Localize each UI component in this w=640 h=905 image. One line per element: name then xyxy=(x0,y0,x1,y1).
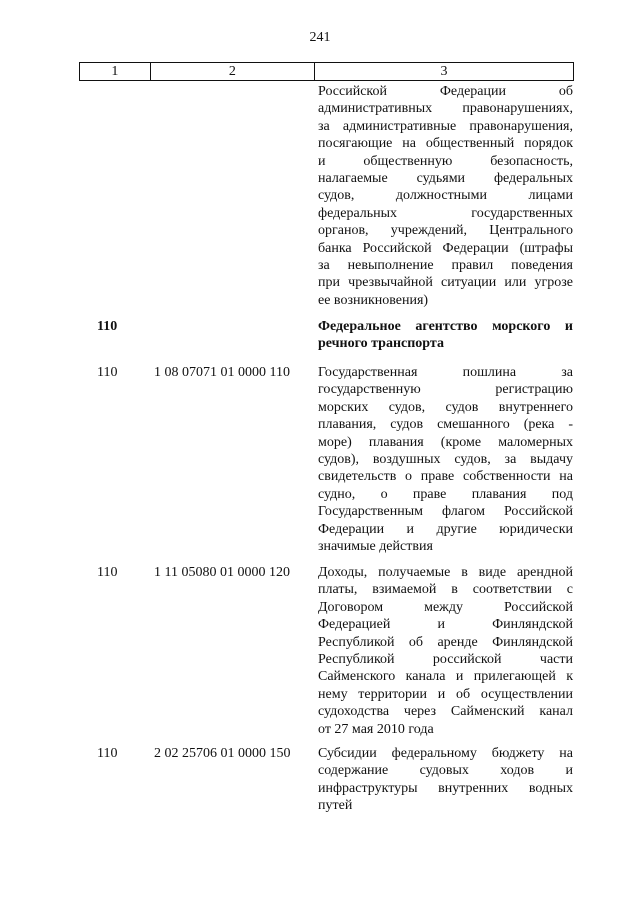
text-line: и общественную безопасность, xyxy=(318,153,573,169)
text-line: судов, должностными лицами xyxy=(318,188,573,204)
text-line: Субсидии федеральному бюджету на xyxy=(318,746,573,761)
column-header-3: 3 xyxy=(315,63,574,81)
agency-code: 110 xyxy=(97,319,118,334)
row-description xyxy=(318,745,573,815)
column-header-1: 1 xyxy=(80,63,151,81)
text-line: Федерацией и Финляндской xyxy=(318,617,573,633)
text-line: плавания, судов смешанного (река - xyxy=(318,417,573,433)
text-line: море) плавания (кроме маломерных xyxy=(318,434,573,450)
text-line: посягающие на общественный порядок xyxy=(318,136,573,152)
text-line: Республикой об аренде Финляндской xyxy=(318,634,573,650)
kbk-code: 2 02 25706 01 0000 150 xyxy=(154,746,291,761)
text-line: Доходы, получаемые в виде арендной xyxy=(318,565,573,580)
text-line: нему территории и об осуществлении xyxy=(318,686,573,702)
row-description xyxy=(318,364,573,555)
text-line: судов), воздушных судов, за выдачу xyxy=(318,451,573,467)
text-line: банка Российской Федерации (штрафы xyxy=(318,240,573,256)
text-line: судоходства через Сайменский канал xyxy=(318,704,573,720)
text-line: государственную регистрацию xyxy=(318,382,573,398)
admin-code: 110 xyxy=(97,565,118,580)
text-line: платы, взимаемой в соответствии с xyxy=(318,582,573,598)
text-line: за административные правонарушения, xyxy=(318,118,573,134)
text-line: значимые действия xyxy=(318,538,433,554)
table-header xyxy=(79,62,574,81)
text-line: при чрезвычайной ситуации или угрозе xyxy=(318,275,573,291)
admin-code: 110 xyxy=(97,746,118,761)
column-header-2: 2 xyxy=(150,63,314,81)
text-line: Государственная пошлина за xyxy=(318,365,573,380)
continuation-description xyxy=(318,83,573,309)
text-line: ее возникновения) xyxy=(318,292,429,308)
text-line: Сайменского канала и прилегающей к xyxy=(318,669,573,685)
admin-code: 110 xyxy=(97,365,118,380)
text-line: Республикой российской части xyxy=(318,651,573,667)
text-line: органов, учреждений, Центрального xyxy=(318,223,573,239)
text-line: речного транспорта xyxy=(318,336,444,352)
text-line: от 27 мая 2010 года xyxy=(318,721,434,737)
text-line: свидетельств о праве собственности на xyxy=(318,469,573,485)
text-line: инфраструктуры внутренних водных xyxy=(318,780,573,796)
kbk-code: 1 11 05080 01 0000 120 xyxy=(154,565,290,580)
text-line: Федеральное агентство морского и xyxy=(318,319,573,334)
text-line: содержание судовых ходов и xyxy=(318,763,573,779)
page-number: 241 xyxy=(309,30,331,45)
kbk-code: 1 08 07071 01 0000 110 xyxy=(154,365,290,380)
text-line: Государственным флагом Российской xyxy=(318,504,573,520)
text-line: за невыполнение правил поведения xyxy=(318,257,573,273)
text-line: налагаемые судьями федеральных xyxy=(318,170,573,186)
text-line: путей xyxy=(318,798,353,814)
text-line: Договором между Российской xyxy=(318,599,573,615)
row-description xyxy=(318,564,573,738)
agency-name xyxy=(318,318,573,353)
text-line: морских судов, судов внутреннего xyxy=(318,399,573,415)
text-line: федеральных государственных xyxy=(318,205,573,221)
text-line: Федерации и другие юридически xyxy=(318,521,573,537)
text-line: административных правонарушениях, xyxy=(318,101,573,117)
text-line: Российской Федерации об xyxy=(318,84,573,99)
text-line: судно, о праве плавания под xyxy=(318,486,573,502)
